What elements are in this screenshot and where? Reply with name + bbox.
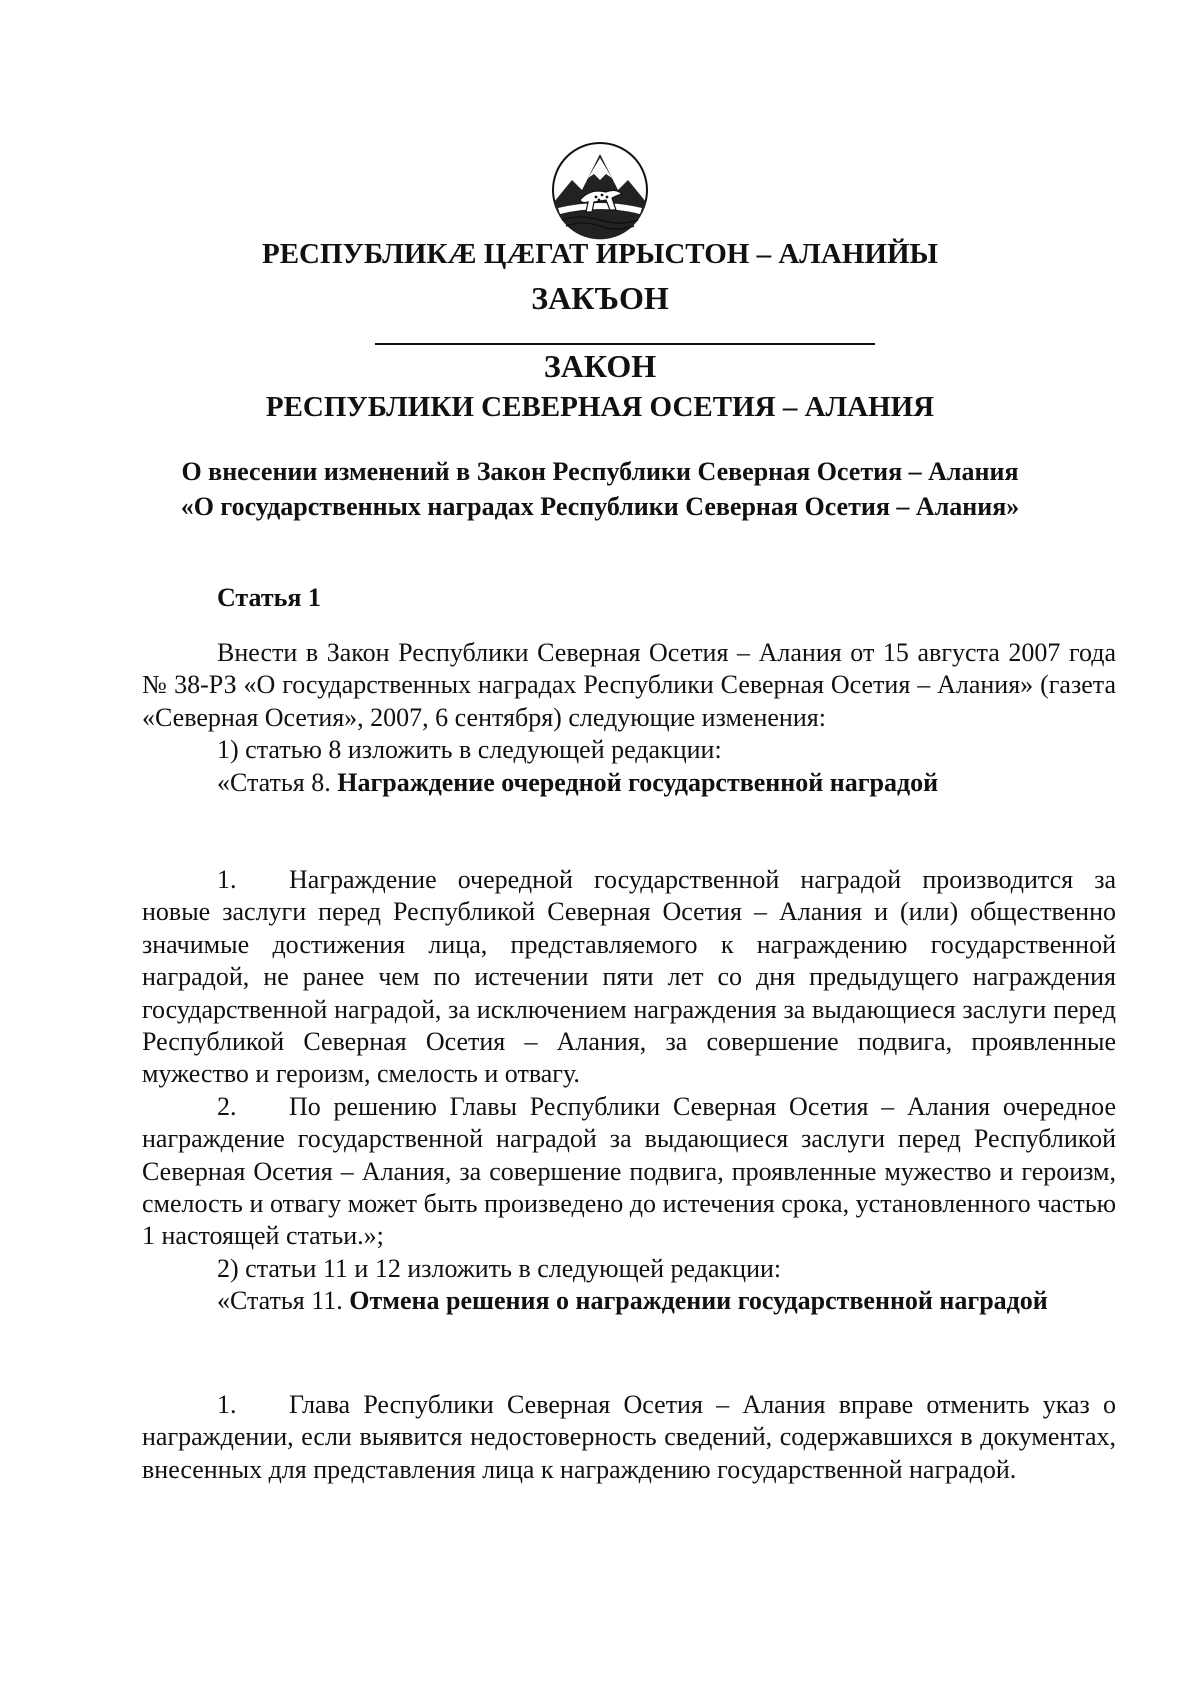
article-8-prefix: «Статья 8. <box>217 767 338 797</box>
article-11-title: Отмена решения о награждении государственной наградой <box>349 1286 1048 1316</box>
article-8-title: Награждение очередной государственной наградой <box>337 767 939 797</box>
article-intro-block <box>142 637 1116 799</box>
paragraph-text: Глава Республики Северная Осетия – Алания вправе отменить указ о награждении, если выявится недостоверность сведений, содержавшихся в документах, внесенных для представления лица к награждению государственной наградой. <box>142 1390 1116 1484</box>
article-heading: Статья 1 <box>217 583 321 612</box>
article-8-body <box>142 864 1116 1318</box>
paragraph-number: 1. <box>217 1390 237 1419</box>
ossetian-law-heading: ЗАКЪОН <box>531 280 669 316</box>
paragraph-number: 2. <box>217 1091 237 1121</box>
article-11-prefix: «Статья 11. <box>217 1286 350 1316</box>
russian-republic-title: РЕСПУБЛИКИ СЕВЕРНАЯ ОСЕТИЯ – АЛАНИЯ <box>265 391 935 423</box>
article-8-heading <box>142 767 1116 799</box>
law-title-line-1: О внесении изменений в Закон Республики Северная Осетия – Алания <box>181 457 1019 486</box>
article-11-heading <box>142 1285 1116 1317</box>
paragraph-text: По решению Главы Республики Северная Осетия – Алания очередное награждение государственной наградой за выдающиеся заслуги перед Республикой Северная Осетия – Алания, за совершение подвига, проявленные мужество и героизм, смелость и отвагу может быть произведено до истечения срока, установленного частью 1 настоящей статьи.»; <box>142 1091 1116 1251</box>
article-11-paragraph-1 <box>142 1389 1116 1486</box>
russian-law-heading: ЗАКОН <box>543 348 657 384</box>
header-divider <box>375 343 875 345</box>
amendment-item-2: 2) статьи 11 и 12 изложить в следующей редакции: <box>217 1253 782 1283</box>
coat-of-arms-emblem <box>550 140 650 240</box>
ossetian-republic-title: РЕСПУБЛИКÆ ЦÆГАТ ИРЫСТОН – АЛАНИЙЫ <box>262 238 938 270</box>
law-title-line-2: «О государственных наградах Республики Северная Осетия – Алания» <box>180 492 1020 521</box>
amendment-item-1: 1) статью 8 изложить в следующей редакции: <box>217 735 722 765</box>
article-8-paragraph-1 <box>142 864 1116 1091</box>
paragraph-number: 1. <box>217 865 237 894</box>
article-intro-paragraph: Внести в Закон Республики Северная Осетия – Алания от 15 августа 2007 года № 38-РЗ «О государственных наградах Республики Северная Осетия – Алания» (газета «Северная Осетия», 2007, 6 сентября) следующие изменения: <box>142 638 1116 732</box>
article-8-paragraph-2 <box>142 1091 1116 1253</box>
paragraph-text: Награждение очередной государственной наградой производится за новые заслуги перед Республикой Северная Осетия – Алания и (или) общественно значимые достижения лица, представляемого к награждению государственной наградой, не ранее чем по истечении пяти лет со дня предыдущего награждения государственной наградой, за исключением награждения за выдающиеся заслуги перед Республикой Северная Осетия – Алания, за совершение подвига, проявленные мужество и героизм, смелость и отвагу. <box>142 865 1116 1089</box>
article-11-body <box>142 1389 1116 1486</box>
